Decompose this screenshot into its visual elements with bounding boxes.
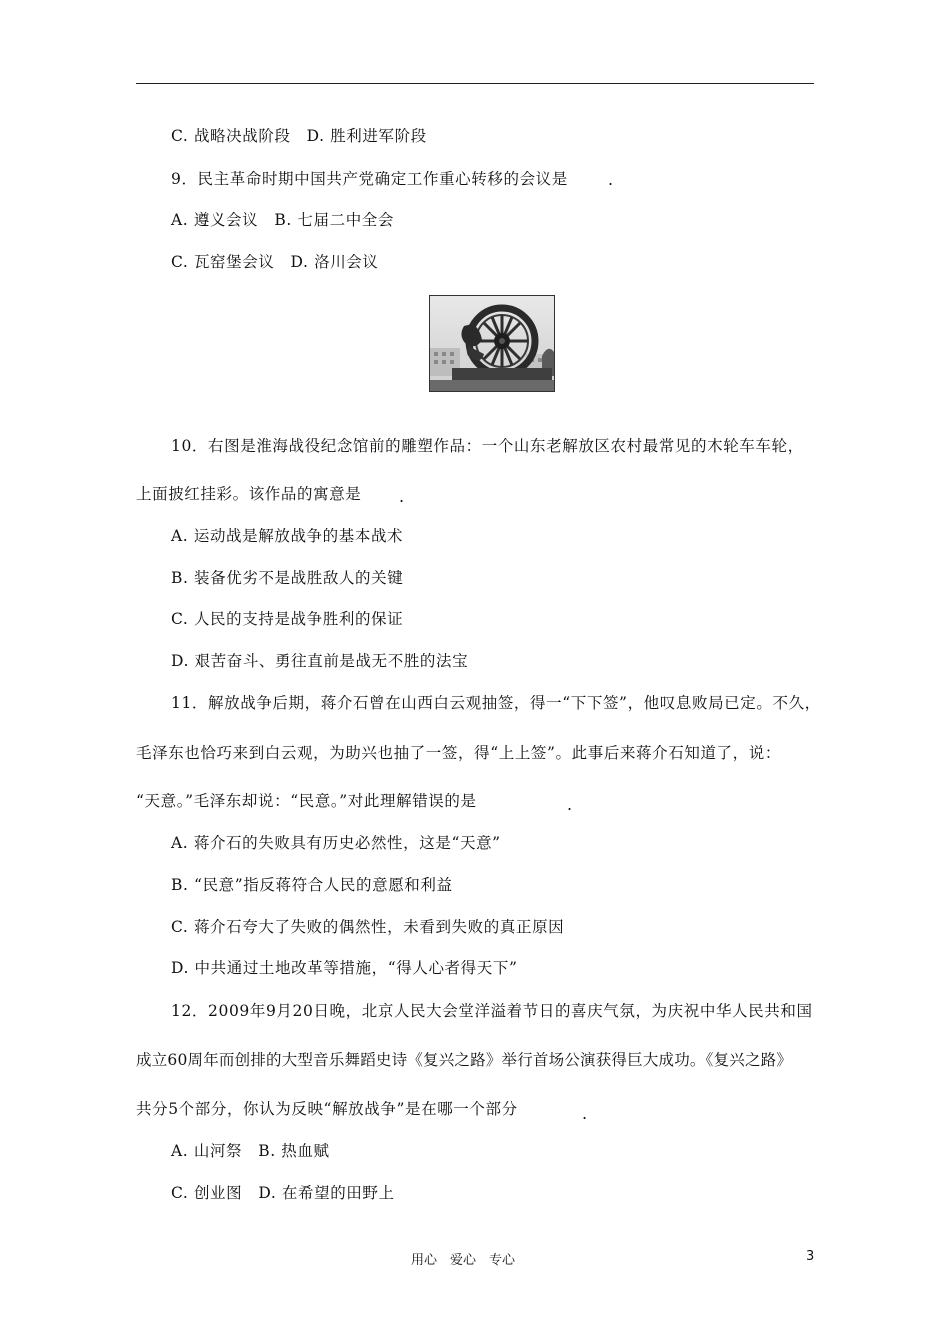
q9-options-ab: A. 遵义会议 B. 七届二中全会 xyxy=(171,211,394,229)
q12-stem-line1: 12．2009年9月20日晚，北京人民大会堂洋溢着节日的喜庆气氛，为庆祝中华人民共和国 xyxy=(171,1002,813,1020)
q10-stem-line2: 上面披红挂彩。该作品的寓意是 xyxy=(136,485,362,503)
q12-options-ab: A. 山河祭 B. 热血赋 xyxy=(171,1142,330,1160)
wheel-sculpture-image xyxy=(430,296,554,391)
q12-options-cd: C. 创业图 D. 在希望的田野上 xyxy=(171,1184,395,1202)
header-rule xyxy=(136,83,814,84)
q10-option-b: B. 装备优劣不是战胜敌人的关键 xyxy=(171,569,404,587)
q12-stem-line3: 共分5个部分，你认为反映“解放战争”是在哪一个部分 xyxy=(136,1100,518,1118)
q12-blank-mark: . xyxy=(582,1104,588,1123)
q11-stem-line1: 11．解放战争后期，蒋介石曾在山西白云观抽签，得一“下下签”，他叹息败局已定。不久， xyxy=(171,694,821,712)
q11-option-c: C. 蒋介石夸大了失败的偶然性，未看到失败的真正原因 xyxy=(171,918,565,936)
q11-blank-mark: . xyxy=(567,795,573,814)
q12-stem-line2: 成立60周年而创排的大型音乐舞蹈史诗《复兴之路》举行首场公演获得巨大成功。《复兴之路》 xyxy=(136,1051,793,1069)
wheel-sculpture-photo xyxy=(429,295,555,392)
footer-motto: 用心 爱心 专心 xyxy=(411,1253,516,1268)
q11-option-d: D. 中共通过土地改革等措施，“得人心者得天下” xyxy=(171,959,518,977)
q11-stem-line3: “天意。”毛泽东却说：“民意。”对此理解错误的是 xyxy=(136,792,477,810)
q9-options-cd: C. 瓦窑堡会议 D. 洛川会议 xyxy=(171,253,379,271)
q10-option-c: C. 人民的支持是战争胜利的保证 xyxy=(171,610,404,628)
q11-stem-line2: 毛泽东也恰巧来到白云观，为助兴也抽了一签，得“上上签”。此事后来蒋介石知道了，说： xyxy=(136,744,781,762)
q9-blank-mark: . xyxy=(608,170,614,189)
q10-stem-line1: 10．右图是淮海战役纪念馆前的雕塑作品：一个山东老解放区农村最常见的木轮车车轮， xyxy=(171,437,804,455)
page-number: 3 xyxy=(806,1249,815,1264)
q10-option-a: A. 运动战是解放战争的基本战术 xyxy=(171,527,404,545)
q11-option-a: A. 蒋介石的失败具有历史必然性，这是“天意” xyxy=(171,834,501,852)
q9-stem: 9．民主革命时期中国共产党确定工作重心转移的会议是 xyxy=(171,170,568,188)
q10-option-d: D. 艰苦奋斗、勇往直前是战无不胜的法宝 xyxy=(171,652,469,670)
q11-option-b: B. “民意”指反蒋符合人民的意愿和利益 xyxy=(171,876,453,894)
q8-options-cd: C. 战略决战阶段 D. 胜利进军阶段 xyxy=(171,127,427,145)
q10-blank-mark: . xyxy=(399,487,405,506)
